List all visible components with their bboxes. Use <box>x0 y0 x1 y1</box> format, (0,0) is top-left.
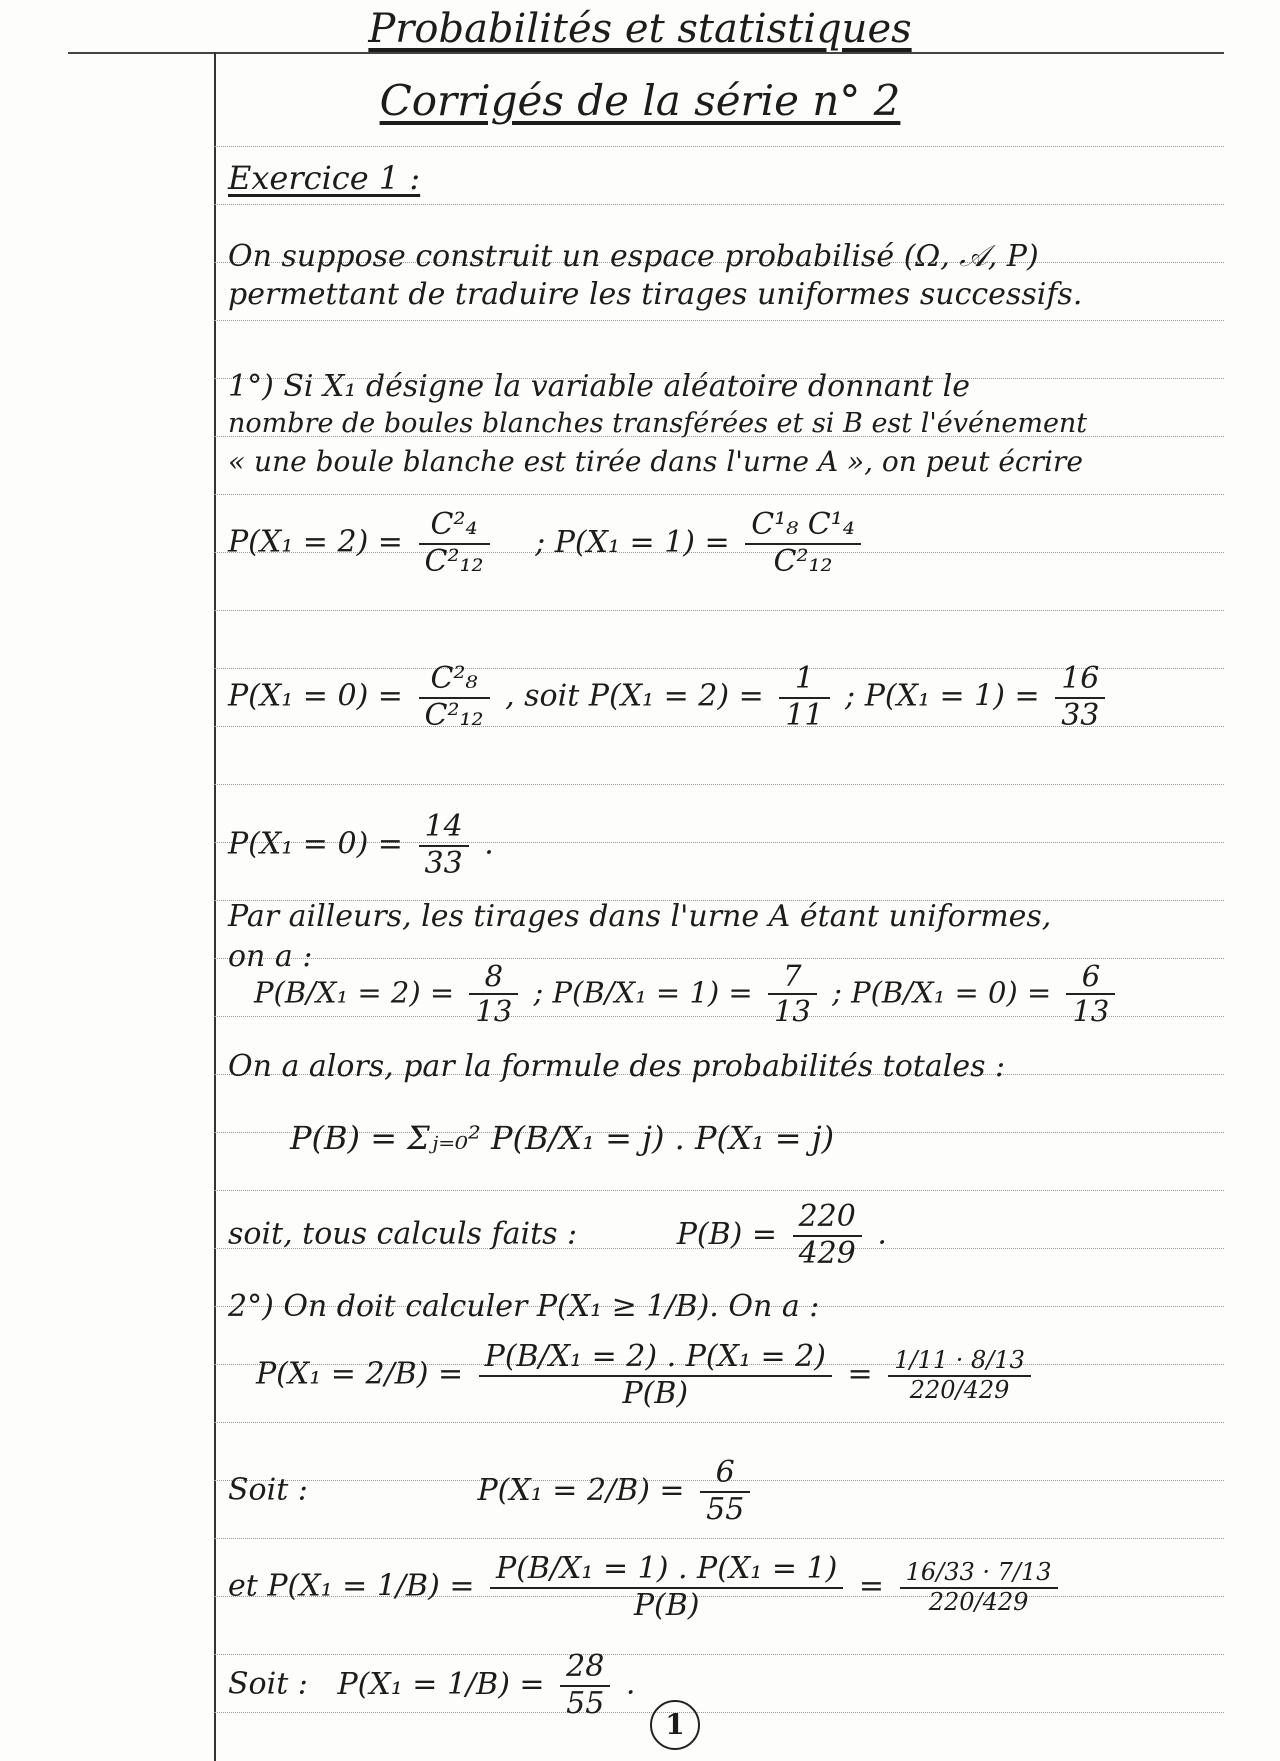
res1-fraction <box>700 1456 750 1527</box>
page-title: Probabilités et statistiques <box>368 6 912 52</box>
soit-label-2: Soit : <box>228 1666 308 1702</box>
soit-line-2 <box>228 1650 635 1721</box>
res1-num: 6 <box>700 1456 750 1493</box>
eq2-v1-den: 11 <box>785 697 824 733</box>
equation-p-x1-0-value <box>228 810 494 881</box>
conditional-probabilities <box>254 960 1121 1029</box>
bayes2-rnum: 16/33 · 7/13 <box>900 1559 1058 1589</box>
pb-result-line <box>228 1200 887 1271</box>
eq2-v2-num: 16 <box>1055 662 1105 699</box>
ruled-line <box>214 1538 1224 1539</box>
pb-fraction <box>793 1200 862 1271</box>
exercise-heading: Exercice 1 : <box>228 159 421 197</box>
eq2-v1-num: 1 <box>779 662 829 699</box>
cond-a-num: 8 <box>469 960 518 995</box>
eq2-v2-fraction <box>1055 662 1105 733</box>
eq2-mid: ; P(X₁ = 1) = <box>845 678 1040 714</box>
bayes2-lhs: P(X₁ = 1/B) = <box>267 1568 475 1604</box>
res2-fraction <box>560 1650 610 1721</box>
ruled-line <box>214 204 1224 205</box>
res1-den: 55 <box>706 1491 745 1527</box>
eq1a-num: C²₄ <box>419 508 490 545</box>
eq2-lhs: P(X₁ = 0) = <box>228 678 403 714</box>
bayes-x1-1 <box>228 1552 1064 1623</box>
q1-line-1: 1°) Si X₁ désigne la variable aléatoire donnant le <box>228 369 970 404</box>
q1-line-2: nombre de boules blanches transférées et si B est l'événement <box>228 408 1088 439</box>
page-number: 1 <box>650 1700 700 1750</box>
cond-a-fraction <box>469 960 518 1029</box>
bayes1-den: P(B) <box>622 1375 689 1411</box>
q1-line-3: « une boule blanche est tirée dans l'urne A », on peut écrire <box>228 445 1083 478</box>
res2-lhs: P(X₁ = 1/B) = <box>337 1666 545 1702</box>
eq3-fraction <box>419 810 469 881</box>
cond-b-lhs: ; P(B/X₁ = 1) = <box>533 975 753 1010</box>
ruled-line <box>214 784 1224 785</box>
eq2-num: C²₈ <box>419 662 490 699</box>
cond-b-den: 13 <box>773 994 811 1029</box>
eq2-fraction <box>419 662 490 733</box>
eq3-den: 33 <box>424 845 463 881</box>
bayes2-rden: 220/429 <box>928 1587 1029 1616</box>
eq2-den: C²₁₂ <box>424 697 484 733</box>
et-label: et <box>228 1568 258 1604</box>
text-total-probability: On a alors, par la formule des probabilités totales : <box>228 1049 1006 1084</box>
cond-b-fraction <box>768 960 817 1029</box>
intro-line-1: On suppose construit un espace probabilisé (Ω, 𝒜, P) <box>228 239 1039 274</box>
q2-line: 2°) On doit calculer P(X₁ ≥ 1/B). On a : <box>228 1289 820 1324</box>
cond-a-den: 13 <box>475 994 513 1029</box>
soit-label-1: Soit : <box>228 1472 308 1508</box>
text-par-ailleurs: Par ailleurs, les tirages dans l'urne A étant uniformes, <box>228 899 1052 934</box>
eq2-text: , soit P(X₁ = 2) = <box>505 678 764 714</box>
ruled-line <box>214 958 1224 959</box>
bayes2-den: P(B) <box>633 1587 700 1623</box>
eq1b-lhs: ; P(X₁ = 1) = <box>535 524 730 560</box>
total-probability-formula: P(B) = Σⱼ₌₀² P(B/X₁ = j) . P(X₁ = j) <box>290 1119 835 1157</box>
text-on-a: on a : <box>228 939 313 974</box>
bayes1-rnum: 1/11 · 8/13 <box>888 1347 1031 1377</box>
soit-line-1 <box>228 1456 756 1527</box>
eq3-tail: . <box>484 826 494 862</box>
bayes1-eq: = <box>847 1356 873 1392</box>
cond-c-den: 13 <box>1072 994 1110 1029</box>
eq1a-lhs: P(X₁ = 2) = <box>228 524 403 560</box>
bayes1-right-fraction <box>888 1347 1031 1404</box>
res2-den: 55 <box>566 1685 605 1721</box>
bayes1-fraction <box>479 1340 832 1411</box>
cond-b-num: 7 <box>768 960 817 995</box>
bayes2-eq: = <box>858 1568 885 1604</box>
bayes2-right-fraction <box>900 1559 1058 1616</box>
text-tous-calculs: soit, tous calculs faits : <box>228 1216 578 1252</box>
equation-p-x1-2-and-1 <box>228 508 867 579</box>
equation-p-x1-0 <box>228 662 1111 733</box>
ruled-line <box>214 146 1224 147</box>
page-subtitle: Corrigés de la série n° 2 <box>379 76 901 125</box>
ruled-line <box>214 494 1224 495</box>
cond-c-num: 6 <box>1066 960 1115 995</box>
eq1a-den: C²₁₂ <box>424 543 484 579</box>
res2-num: 28 <box>560 1650 610 1687</box>
ruled-line <box>214 1422 1224 1423</box>
margin-line <box>214 52 216 1761</box>
intro-line-2: permettant de traduire les tirages uniformes successifs. <box>228 277 1083 312</box>
pb-lhs: P(B) = <box>676 1216 778 1252</box>
eq1b-den: C²₁₂ <box>773 543 833 579</box>
res1-lhs: P(X₁ = 2/B) = <box>477 1472 685 1508</box>
pb-den: 429 <box>798 1235 856 1271</box>
res2-tail: . <box>625 1666 636 1702</box>
top-rule <box>68 52 1224 54</box>
bayes1-num: P(B/X₁ = 2) . P(X₁ = 2) <box>479 1340 832 1377</box>
bayes2-fraction <box>490 1552 843 1623</box>
cond-a-lhs: P(B/X₁ = 2) = <box>254 975 455 1010</box>
cond-c-fraction <box>1066 960 1115 1029</box>
eq1b-num: C¹₈ C¹₄ <box>745 508 861 545</box>
eq1b-fraction <box>745 508 861 579</box>
bayes1-lhs: P(X₁ = 2/B) = <box>256 1356 464 1392</box>
eq2-v2-den: 33 <box>1061 697 1100 733</box>
bayes1-rden: 220/429 <box>909 1375 1010 1404</box>
eq3-lhs: P(X₁ = 0) = <box>228 826 403 862</box>
eq1a-fraction <box>419 508 490 579</box>
pb-tail: . <box>877 1216 887 1252</box>
ruled-line <box>214 320 1224 321</box>
pb-num: 220 <box>793 1200 862 1237</box>
ruled-line <box>214 1190 1224 1191</box>
ruled-line <box>214 610 1224 611</box>
bayes-x1-2 <box>256 1340 1037 1411</box>
eq2-v1-fraction <box>779 662 829 733</box>
eq3-num: 14 <box>419 810 469 847</box>
cond-c-lhs: ; P(B/X₁ = 0) = <box>832 975 1052 1010</box>
bayes2-num: P(B/X₁ = 1) . P(X₁ = 1) <box>490 1552 843 1589</box>
